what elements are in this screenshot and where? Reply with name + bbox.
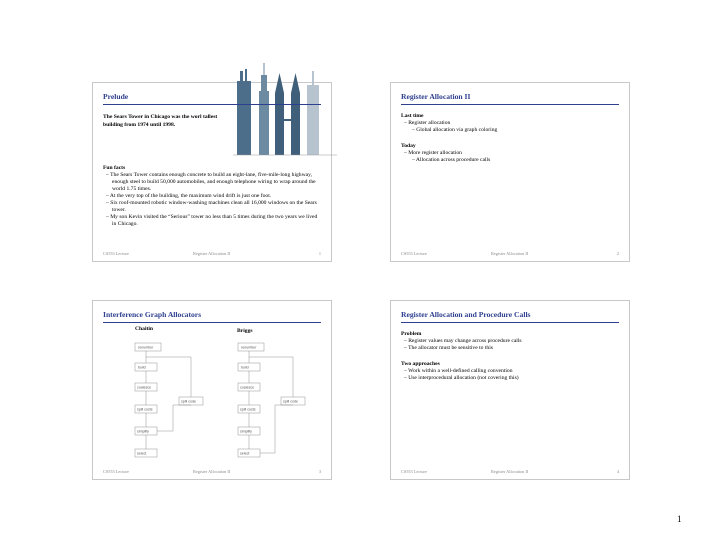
footer-topic: Register Allocation II [193, 251, 231, 256]
chaitin-box: spill costs [137, 407, 153, 412]
section-heading: Two approaches [401, 361, 440, 367]
bullet: – Use interprocedural allocation (not covering this) [404, 375, 519, 381]
footer-topic: Register Allocation II [193, 469, 231, 474]
section-heading: Problem [401, 331, 422, 337]
footer-page: 1 [318, 251, 321, 256]
briggs-box: select [240, 451, 250, 456]
chaitin-label: Chaitin [135, 326, 154, 332]
slide-register-allocation-procedure-calls [390, 300, 630, 480]
footer-course: CS553 Lecture [401, 469, 427, 474]
briggs-box: coalesce [240, 385, 255, 390]
slide-body [401, 113, 621, 164]
chaitin-flowchart [135, 343, 203, 457]
briggs-box: spill costs [240, 407, 256, 412]
slide-title: Register Allocation II [401, 92, 471, 101]
sub-bullet: – Global allocation via graph coloring [412, 127, 498, 133]
bullet: – Register allocation [404, 120, 451, 126]
chaitin-box: simplify [137, 429, 149, 434]
skyscraper-comparison-image [233, 63, 337, 155]
title-rule [401, 104, 619, 105]
slide-register-allocation-ii [390, 82, 630, 262]
section-heading: Fun facts [103, 165, 126, 171]
briggs-box: build [241, 365, 249, 370]
footer-page: 3 [318, 469, 321, 474]
chaitin-spill-box: spill code [181, 399, 196, 404]
chaitin-box: build [138, 365, 146, 370]
footer-course: CS553 Lecture [103, 251, 129, 256]
chaitin-box: renumber [138, 345, 154, 350]
slide-body [401, 331, 621, 382]
bullet: – The allocator must be sensitive to this [404, 345, 493, 351]
title-rule [103, 104, 321, 105]
section-heading: Today [401, 143, 416, 149]
bullet: – Six roof-mounted robotic window-washing machines clean all 16,000 windows on the Sears tower. [106, 200, 317, 213]
slide-interference-graph-allocators [92, 300, 332, 480]
slide-title: Register Allocation and Procedure Calls [401, 310, 531, 319]
slide-prelude [92, 82, 332, 262]
briggs-flowchart [238, 343, 305, 457]
bullet: – Work within a well-defined calling convention [404, 368, 513, 374]
slide-title: Prelude [103, 92, 129, 101]
sub-bullet: – Allocation across procedure calls [412, 157, 491, 163]
briggs-label: Briggs [237, 328, 253, 334]
footer-page: 4 [616, 469, 619, 474]
briggs-box: simplify [240, 429, 252, 434]
slide-title: Interference Graph Allocators [103, 310, 202, 319]
footer-page: 2 [616, 251, 619, 256]
slide-body [103, 165, 323, 228]
allocator-flowcharts [93, 301, 331, 471]
section-heading: Last time [401, 113, 424, 119]
chaitin-box: select [137, 451, 147, 456]
bullet: – My son Kevin visited the “Serious” tower no less than 5 times during the two years we lived in Chicago. [106, 214, 318, 227]
footer-topic: Register Allocation II [491, 251, 529, 256]
chaitin-box: coalesce [137, 385, 152, 390]
footer-topic: Register Allocation II [491, 469, 529, 474]
page-number: 1 [677, 514, 682, 524]
footer-course: CS553 Lecture [401, 251, 427, 256]
bullet: – More register allocation [404, 150, 462, 156]
bullet: – The Sears Tower contains enough concrete to build an eight-lane, five-mile-long highway, enough steel to build 50,000 automobiles, and enough telephone wiring to wrap around the world 1.75 times. [106, 172, 316, 192]
footer-course: CS553 Lecture [103, 469, 129, 474]
intro-text: The Sears Tower in Chicago was the worl tallest building from 1974 until 1998. [103, 114, 218, 128]
bullet: – Register values may change across procedure calls [404, 338, 522, 344]
briggs-box: renumber [241, 345, 257, 350]
title-rule [401, 322, 619, 323]
bullet: – At the very top of the building, the maximum wind drift is just one foot. [106, 193, 272, 199]
briggs-spill-box: spill code [283, 399, 298, 404]
